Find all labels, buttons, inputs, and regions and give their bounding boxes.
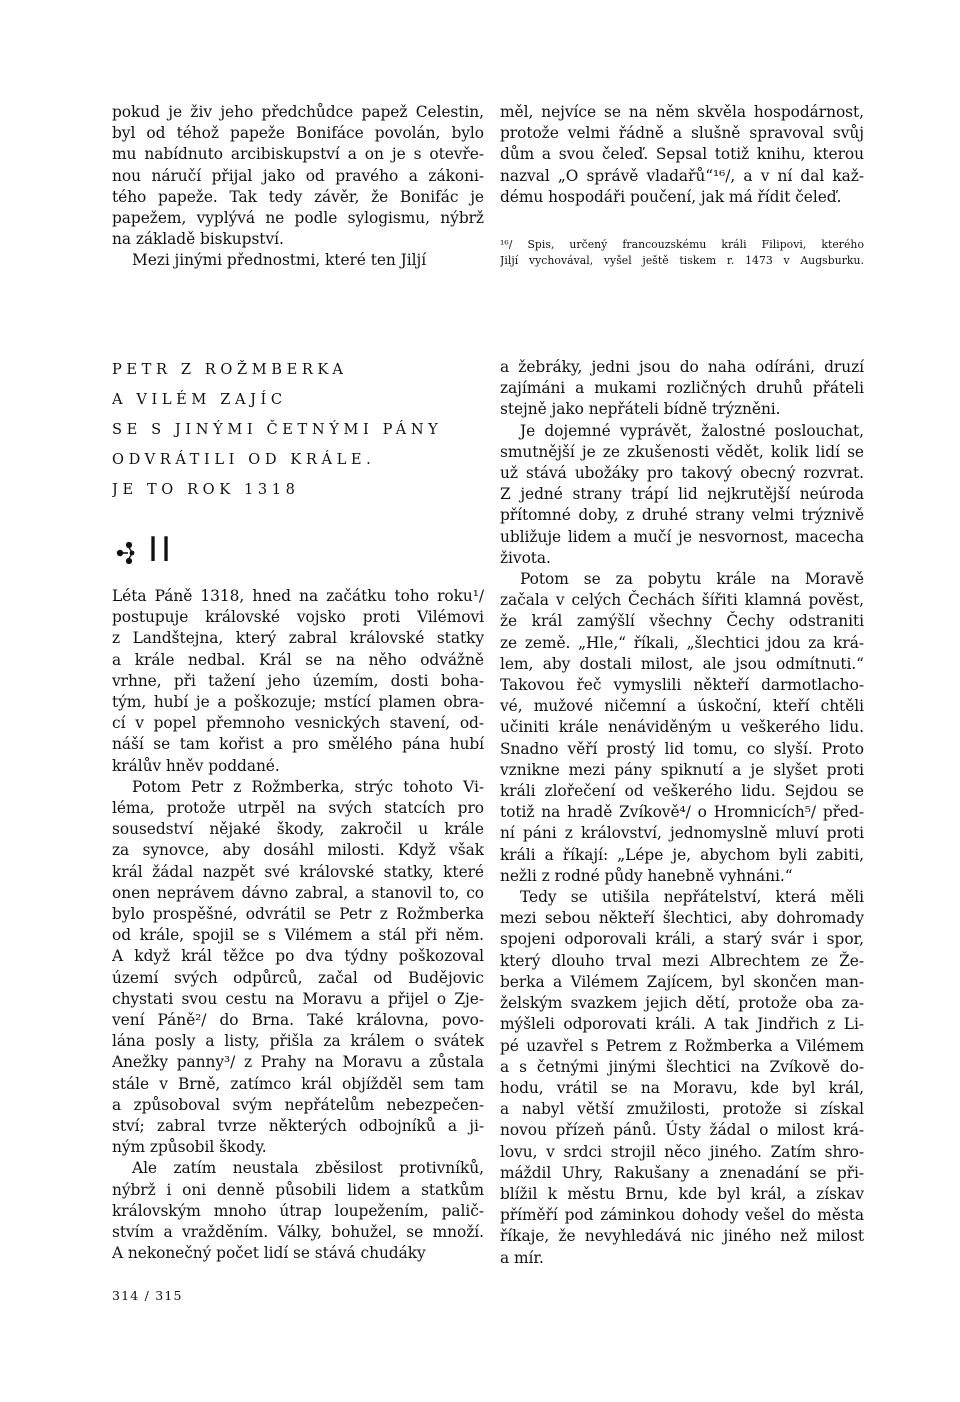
footnote xyxy=(500,237,864,269)
text-line: už stává ubožáky pro takový obecný rozvrat. xyxy=(500,464,864,483)
chapter-number: II xyxy=(148,530,175,570)
text-line: nazval „O správě vladařů“¹⁶/, a v ní dal kaž- xyxy=(500,166,864,185)
text-line: Potom Petr z Rožmberka, strýc tohoto Vi- xyxy=(132,777,484,796)
text-line: ze země. „Hle,“ říkali, „šlechtici jdou za krá- xyxy=(500,633,864,652)
text-line: území svých odpůrců, začal od Budějovic xyxy=(112,968,484,987)
text-line: králův hněv poddané. xyxy=(112,756,280,775)
text-line: nežli z rodné půdy hanebně vyhnáni.“ xyxy=(500,866,793,885)
text-line: Léta Páně 1318, hned na začátku toho roku¹/ xyxy=(112,587,484,605)
text-line: pokud je živ jeho předchůdce papež Celestin, xyxy=(112,103,484,121)
text-line: vznikne mezi pány spiknutí a je slyšet proti xyxy=(500,760,864,779)
text-line: smutnější je ze zkušenosti vědět, kolik lidí se xyxy=(500,442,864,461)
text-line: stejně jako nepřáteli bídně trýzněni. xyxy=(500,400,781,419)
text-line: a krále nedbal. Král se na něho odvážně xyxy=(112,650,484,669)
text-line: ným způsobil škody. xyxy=(112,1138,267,1157)
text-line: lem, aby dostali milost, ale jsou odmítnuti.“ xyxy=(500,654,864,673)
text-line: příměří pod záminkou dohody vešel do města xyxy=(500,1206,864,1225)
text-line: cí v popel přemnoho vesnických stavení, od- xyxy=(112,714,484,733)
text-line: tého papeže. Tak tedy závěr, že Bonifác je xyxy=(112,187,484,206)
text-line: dům a svou čeleď. Sepsal totiž knihu, kterou xyxy=(500,145,864,164)
text-line: nou náručí přijal jako od pravého a zákoni- xyxy=(112,166,484,185)
text-line: postupuje královské vojsko proti Vilémovi xyxy=(112,608,484,627)
heading-line: SE S JINÝMI ČETNÝMI PÁNY xyxy=(112,421,443,438)
text-line: Tedy se utišila nepřátelství, která měli xyxy=(520,888,864,907)
text-line: přítomné doby, z druhé strany velmi trýznivě xyxy=(500,506,864,525)
text-line: ní páni z království, jednomyslně mluví proti xyxy=(500,824,864,843)
text-line: lovu, v srdci strojil něco jiného. Zatím shro- xyxy=(500,1142,864,1161)
text-line: Z jedné strany trápí lid nejkrutější neúroda xyxy=(500,485,864,504)
heading-line: PETR Z ROŽMBERKA xyxy=(112,361,348,378)
text-line: hodu, vrátil se na Moravu, kde byl král, xyxy=(500,1078,864,1097)
text-line: a s četnými jinými šlechtici na Zvíkově do- xyxy=(500,1057,864,1076)
text-line: A nekonečný počet lidí se stává chudáky xyxy=(112,1244,426,1263)
text-line: tým, hubí je a poškozuje; mstící plamen obra- xyxy=(112,693,484,712)
text-line: král žádal nazpět své královské statky, které xyxy=(112,862,484,881)
text-line: pé uzavřel s Petrem z Rožmberka a Vilémem xyxy=(500,1036,864,1055)
text-line: lána posly a listy, přišla za králem o svátek xyxy=(112,1032,484,1051)
text-line: ubližuje lidem a mučí je nesvornost, macecha xyxy=(500,527,864,546)
text-line: Takovou řeč vymyslili někteří darmotlacho- xyxy=(500,676,864,695)
text-line: učiniti krále nenáviděným u veškerého lidu. xyxy=(500,718,864,737)
text-line: A když král těžce po dva týdny poškozoval xyxy=(112,947,484,966)
text-line: vrhne, při tažení jeho územím, dosti boha- xyxy=(112,671,484,690)
text-line: papežem, vyplývá ne podle sylogismu, nýbrž xyxy=(112,209,484,228)
text-line: královským mnoho útrap loupežením, palič- xyxy=(112,1201,484,1220)
text-line: říkaje, že nevyhledává nic jiného než milost xyxy=(500,1227,864,1246)
text-line: máždil Uhry, Rakušany a znenadání se při- xyxy=(500,1163,864,1182)
text-line: stále v Brně, zatímco král objížděl sem tam xyxy=(112,1074,484,1093)
text-line: Ale zatím neustala zběsilost protivníků, xyxy=(132,1159,484,1178)
text-line: blížil k městu Brnu, kde byl král, a získav xyxy=(500,1184,864,1203)
text-line: protože velmi řádně a slušně spravoval svůj xyxy=(500,124,864,143)
text-line: novou přízeň pánů. Ústy žádal o milost krá- xyxy=(500,1121,864,1140)
text-line: spojeni odporovali králi, a starý svár i spor, xyxy=(500,930,864,949)
text-line: za synovce, aby dosáhl milosti. Když však xyxy=(112,841,484,860)
text-line: a nabyl větší zmužilosti, protože si získal xyxy=(500,1100,864,1119)
text-line: na základě biskupství. xyxy=(112,230,284,249)
text-line: ství; zabral tvrze některých odbojníků a ji- xyxy=(112,1117,484,1136)
text-line: sousedství nějaké škody, zakročil u krále xyxy=(112,820,484,839)
top-left-paragraph xyxy=(112,102,484,272)
text-line: z Landštejna, který zabral královské statky xyxy=(112,629,484,648)
text-line: Mezi jinými přednostmi, které ten Jiljí xyxy=(132,251,427,270)
text-line: berka a Vilémem Zajícem, byl skončen man- xyxy=(500,972,864,991)
text-line: měl, nejvíce se na něm skvěla hospodárnost, xyxy=(500,103,864,121)
text-line: od krále, spojil se s Vilémem a stál při něm. xyxy=(112,926,484,945)
text-line: mu nabídnuto arcibiskupství a on je s otevře- xyxy=(112,145,484,164)
text-line: mezi sebou někteří šlechtici, aby dohromady xyxy=(500,909,864,928)
text-line: začala v celých Čechách šířiti klamná pověst, xyxy=(500,591,864,610)
text-line: Je dojemné vyprávět, žalostné poslouchat, xyxy=(520,421,864,440)
page-number: 314 / 315 xyxy=(112,1288,183,1303)
footnote-line: Jiljí vychovával, vyšel ještě tiskem r. 1473 v Augsburku. xyxy=(500,254,864,267)
main-right-column xyxy=(500,357,864,1269)
text-line: želským svazkem jejich dětí, protože oba za- xyxy=(500,994,864,1013)
footnote-line: ¹⁶/ Spis, určený francouzskému králi Filipovi, kterého xyxy=(500,238,864,251)
text-line: chystati svou cestu na Moravu a přijel o Zje- xyxy=(112,989,484,1008)
heading-line: JE TO ROK 1318 xyxy=(112,481,300,498)
text-line: Potom se za pobytu krále na Moravě xyxy=(520,570,864,589)
top-right-paragraph xyxy=(500,102,864,208)
text-line: života. xyxy=(500,548,551,567)
text-line: stvím a vražděním. Války, bohužel, se množí. xyxy=(112,1223,484,1242)
text-line: který dlouho trval mezi Albrechtem ze Že- xyxy=(500,951,864,970)
text-line: zajímáni a mukami rozličných druhů přáteli xyxy=(500,379,864,398)
text-line: léma, protože utrpěl na svých statcích pro xyxy=(112,799,484,818)
heading-line: ODVRÁTILI OD KRÁLE. xyxy=(112,451,376,468)
text-line: totiž na hradě Zvíkově⁴/ o Hromnicích⁵/ před- xyxy=(500,803,864,822)
text-line: onen neprávem dávno zabral, a stanovil to, co xyxy=(112,883,484,902)
text-line: vé, mužové ničemní a úskoční, kteří chtěli xyxy=(500,697,864,716)
text-line: mýšleli odporovati králi. A tak Jindřich z Li- xyxy=(500,1015,864,1034)
main-left-column xyxy=(112,586,484,1265)
text-line: Snadno věří prostý lid tomu, co slyší. Proto xyxy=(500,739,864,758)
text-line: Anežky panny³/ z Prahy na Moravu a zůstala xyxy=(112,1053,484,1072)
text-line: vení Páně²/ do Brna. Také královna, povo- xyxy=(112,1011,484,1030)
text-line: byl od téhož papeže Bonifáce povolán, bylo xyxy=(112,124,484,143)
text-line: a způsoboval svým nepřátelům nebezpečen- xyxy=(112,1095,484,1114)
text-line: a mír. xyxy=(500,1248,544,1267)
text-line: dému hospodáři poučení, jak má řídit čeleď. xyxy=(500,187,842,206)
heading-line: A VILÉM ZAJÍC xyxy=(112,391,287,408)
text-line: nýbrž i oni denně působili lidem a statkům xyxy=(112,1180,484,1199)
text-line: králi zlořečení od veškerého lidu. Sejdou se xyxy=(500,782,864,801)
text-line: bylo prospěšné, odvrátil se Petr z Rožmberka xyxy=(112,905,484,924)
text-line: králi a říkají: „Lépe je, abychom byli zabiti, xyxy=(500,845,864,864)
text-line: náší se tam kořist a pro smělého pána hubí xyxy=(112,735,484,754)
text-line: že král zamýšlí všechny Čechy odstraniti xyxy=(500,612,864,631)
text-line: a žebráky, jedni jsou do naha odíráni, druzí xyxy=(500,358,864,376)
chapter-heading xyxy=(112,355,484,505)
